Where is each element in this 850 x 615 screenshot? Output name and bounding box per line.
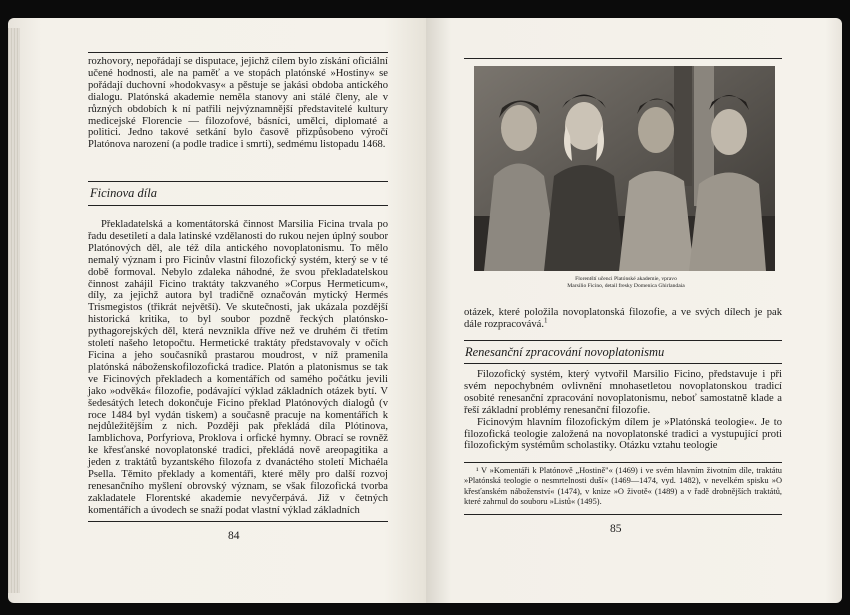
footnote-marker: 1 xyxy=(544,316,548,325)
bottom-rule xyxy=(464,514,782,515)
book-spread xyxy=(8,18,842,603)
fresco-photo xyxy=(474,66,775,271)
fresco-illustration xyxy=(474,66,775,271)
body-paragraph: Překladatelská a komentátorská činnost Marsilia Ficina trvala po řadu desetiletí a dala latinské vzdělanosti do rukou nejen úplný soubor Platónových děl, ale též díla antického novoplatonismu. To mělo nemalý význam i pro Ficinův vlastní filozofický systém, který se v té době formoval. Nebylo zdaleka náhodné, že svou překladatelskou činnost zahájil Ficino traktáty takzvaného »Corpus Hermeticum«, díly, za jejichž autora byl tradičně označován mytický Hermés Trismegistos (třikrát největší). Ve skutečnosti, jak ukázala pozdější historická kritika, to byl soubor pozdně řeckých platónsko-pythagorejských děl, která nevznikla dříve než ve druhém či třetím století našeho letopočtu. Hermetické traktáty představovaly v očích Ficina a jeho současníků prastarou moudrost, v níž pramenila platónská náboženskofilozofická tradice. Platón a platonismus se tak ve Ficinových překladech a komentářích od samého počátku jevili jako »odvěká« filozofie, podávající výklad základních otázek bytí. V šedesátých letech dokončuje Ficino překlad Platónových dialogů (v roce 1484 byl vydán tiskem) a současně pracuje na komentářích k nejdůležitějším z nich. Později pak překládá díla Plótinova, Iamblichova, Porfyriova, Proklova i orfické hymny. Obrací se rovněž ke křesťanské novoplatonské tradici, překládá nově areopagitika a jeden z traktátů byzantského filozofa z dvanáctého století Michaéla Psella. Těmito překlady a komentáři, které měly pro další rozvoj renesančního myšlení obrovský význam, se však filozofická tvorba zakladatele Florentské akademie nevyčerpává. Již v četných komentářích a úvodech se snaží podat vlastní výklad základních xyxy=(88,219,388,516)
top-rule xyxy=(88,52,388,53)
footnote: ¹ V »Komentáři k Platónově „Hostině"« (1469) i ve svém hlavním životním díle, traktátu »Platónská teologie o nesmrtelnosti duší« (1469—1474, vyd. 1482), v nevelkém spisku »O křesťanském náboženství« (1474), v knize »O životě« (1489) a v řadě drobnějších traktátů, které zahrnul do souboru »Listů« (1495). xyxy=(464,466,782,507)
section-rule-bottom xyxy=(88,205,388,206)
page-edges xyxy=(8,28,20,593)
continuation-paragraph: otázek, které položila novoplatonská filozofie, a ve svých dílech je pak dále rozpracovává.$^1$ xyxy=(464,307,782,330)
body-paragraphs: Filozofický systém, který vytvořil Marsilio Ficino, představuje i při svém nepochybném ovlivnění mnohasetletou novoplatonskou tradicí osobité renesanční zpracování novoplatonismu, neboť samostatně klade a řeší základní problémy renesanční filozofie. Ficinovým hlavním filozofickým dílem je »Platónská teologie«. Je to filozofická teologie založená na novoplatonské tradici a vystupující proti filozofickým systémům scholastiky. Otázku vztahu teologie xyxy=(464,369,782,452)
section-rule-top xyxy=(464,340,782,341)
section-heading: Renesanční zpracování novoplatonismu xyxy=(465,345,665,359)
section-heading: Ficinova díla xyxy=(90,186,157,200)
section-rule-top xyxy=(88,181,388,182)
right-page xyxy=(426,18,842,603)
page-number: 85 xyxy=(610,523,622,535)
top-rule xyxy=(464,58,782,59)
footnote-rule xyxy=(464,462,782,463)
bottom-rule xyxy=(88,521,388,522)
left-page xyxy=(8,18,426,603)
page-number: 84 xyxy=(228,530,240,542)
section-rule-bottom xyxy=(464,363,782,364)
image-caption: Florentští učenci Platónské akademie, vpravo Marsilio Ficino, detail fresky Domenica Ghirlandaia xyxy=(567,276,685,289)
intro-paragraph: rozhovory, nepořádají se disputace, jejichž cílem bylo získání oficiální učené hodnosti, ale na paměť a ve stopách platónské »Hostiny« se pořádají duchovní »hodokvasy« a pěstuje se jakási obdoba antického dialogu. Platónská akademie neměla stanovy ani stálé členy, ale v různých obdobích k ní patřili nejvýznamnější představitelé kultury medicejské Florencie — filozofové, básníci, umělci, diplomaté a politici. Jedno takové setkání bylo časově přizpůsobeno výročí Platónova narození (a podle tradice i smrti), sedmému listopadu 1468. xyxy=(88,56,388,151)
